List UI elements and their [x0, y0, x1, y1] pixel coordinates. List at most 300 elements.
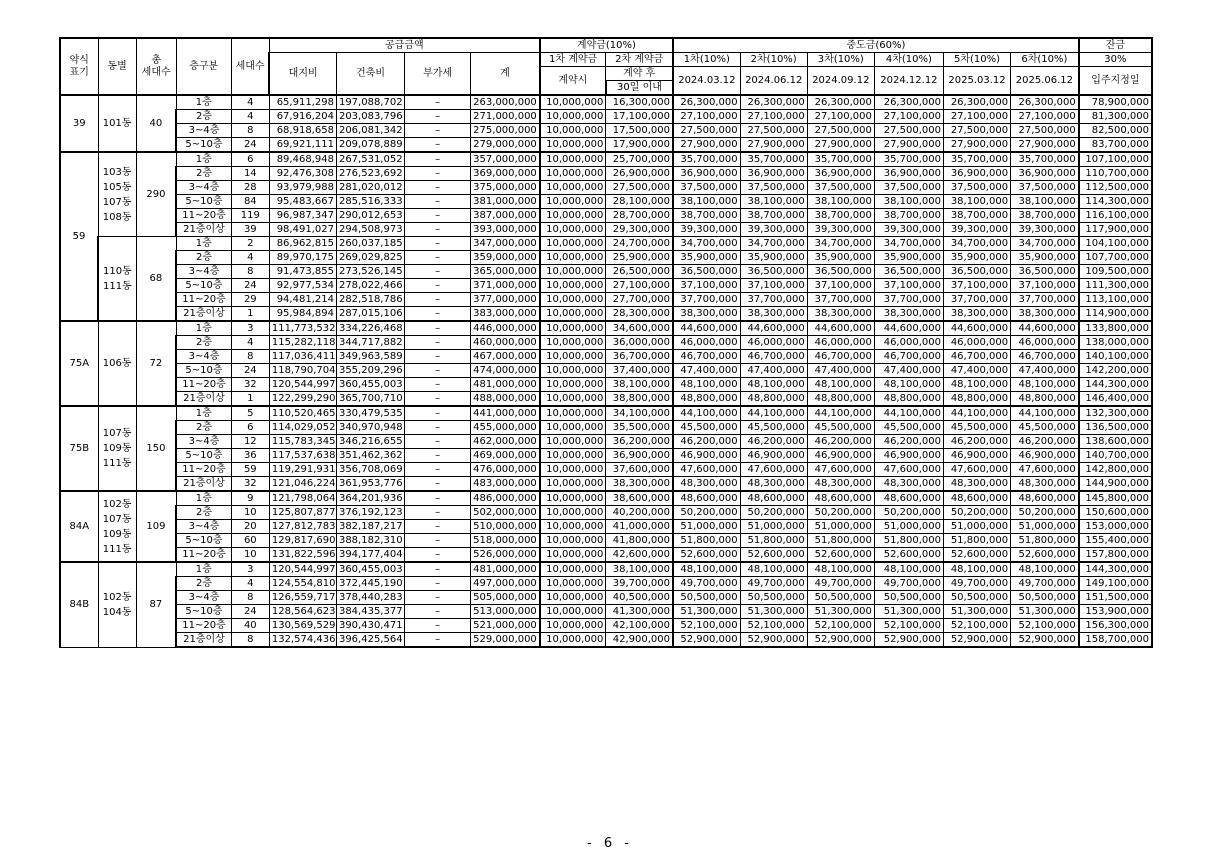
middle-payment-cell: 37,500,000 [740, 181, 807, 195]
floor-cell: 3~4층 [176, 265, 231, 279]
middle-payment-cell: 49,700,000 [943, 577, 1010, 591]
balance-cell: 138,600,000 [1079, 435, 1152, 449]
deposit2-cell: 38,100,000 [606, 562, 673, 577]
total-cell: 486,000,000 [471, 491, 540, 506]
deposit1-cell: 10,000,000 [540, 406, 606, 421]
middle-payment-cell: 26,300,000 [807, 95, 874, 110]
building-cost-cell: 285,516,333 [336, 195, 404, 209]
middle-payment-cell: 48,300,000 [1011, 477, 1079, 492]
middle-payment-cell: 37,500,000 [943, 181, 1010, 195]
middle-payment-cell: 50,500,000 [943, 591, 1010, 605]
deposit2-cell: 34,600,000 [606, 321, 673, 336]
total-cell: 279,000,000 [471, 138, 540, 153]
middle-payment-cell: 46,900,000 [874, 449, 943, 463]
land-cost-cell: 118,790,704 [269, 364, 336, 378]
total-cell: 521,000,000 [471, 619, 540, 633]
land-cost-cell: 115,282,118 [269, 336, 336, 350]
middle-payment-cell: 48,100,000 [874, 378, 943, 392]
middle-payment-cell: 46,900,000 [1011, 449, 1079, 463]
units-cell: 24 [231, 364, 269, 378]
dong-cell [98, 95, 136, 152]
balance-cell: 144,300,000 [1079, 562, 1152, 577]
middle-payment-cell: 50,500,000 [874, 591, 943, 605]
total-cell: 381,000,000 [471, 195, 540, 209]
table-row [60, 279, 1152, 293]
total-cell: 383,000,000 [471, 307, 540, 322]
units-cell: 2 [231, 237, 269, 251]
middle-payment-cell: 48,100,000 [740, 378, 807, 392]
total-units-cell: 68 [136, 237, 176, 322]
land-cost-cell: 120,544,997 [269, 378, 336, 392]
deposit2-cell: 36,700,000 [606, 350, 673, 364]
middle-payment-cell: 46,200,000 [874, 435, 943, 449]
vat-cell: – [405, 279, 471, 293]
middle-payment-cell: 52,100,000 [943, 619, 1010, 633]
middle-payment-cell: 27,900,000 [943, 138, 1010, 153]
middle-payment-cell: 35,900,000 [943, 251, 1010, 265]
middle-payment-cell: 47,400,000 [740, 364, 807, 378]
balance-pct: 30% [1079, 53, 1152, 67]
balance-cell: 142,200,000 [1079, 364, 1152, 378]
dong-label: 107동 [102, 513, 132, 525]
deposit1-cell: 10,000,000 [540, 477, 606, 492]
middle-payment-header: 중도금(60%) [673, 38, 1079, 53]
land-cost-cell: 110,520,465 [269, 406, 336, 421]
units-cell: 9 [231, 491, 269, 506]
middle-payment-cell: 46,200,000 [673, 435, 740, 449]
deposit1-cell: 10,000,000 [540, 633, 606, 648]
land-cost-cell: 92,476,308 [269, 167, 336, 181]
vat-cell: – [405, 293, 471, 307]
deposit2-cell: 17,500,000 [606, 124, 673, 138]
floor-header: 층구분 [176, 38, 231, 95]
floor-cell: 1층 [176, 321, 231, 336]
units-cell: 119 [231, 209, 269, 223]
middle-payment-cell: 37,700,000 [740, 293, 807, 307]
floor-cell: 1층 [176, 95, 231, 110]
middle-payment-cell: 51,300,000 [874, 605, 943, 619]
total-cell: 359,000,000 [471, 251, 540, 265]
dong-header: 동별 [98, 38, 136, 95]
middle-payment-cell: 47,600,000 [807, 463, 874, 477]
deposit1-cell: 10,000,000 [540, 251, 606, 265]
dong-label: 107동 [102, 428, 132, 439]
units-cell: 12 [231, 435, 269, 449]
building-cost-cell: 340,970,948 [336, 421, 404, 435]
land-cost-cell: 124,554,810 [269, 577, 336, 591]
units-cell: 24 [231, 605, 269, 619]
middle-payment-cell: 51,800,000 [807, 534, 874, 548]
middle-payment-cell: 51,000,000 [943, 520, 1010, 534]
table-row [60, 181, 1152, 195]
middle-payment-cell: 46,900,000 [673, 449, 740, 463]
units-cell: 39 [231, 223, 269, 237]
floor-cell: 11~20층 [176, 548, 231, 563]
middle-payment-cell: 48,100,000 [807, 562, 874, 577]
balance-cell: 140,100,000 [1079, 350, 1152, 364]
table-row [60, 223, 1152, 237]
total-cell: 476,000,000 [471, 463, 540, 477]
land-cost-cell: 98,491,027 [269, 223, 336, 237]
middle-payment-cell: 35,700,000 [943, 152, 1010, 167]
middle-payment-cell: 48,100,000 [740, 562, 807, 577]
building-cost-cell: 382,187,217 [336, 520, 404, 534]
deposit1-cell: 10,000,000 [540, 421, 606, 435]
floor-cell: 2층 [176, 110, 231, 124]
middle-payment-cell: 37,500,000 [673, 181, 740, 195]
vat-cell: – [405, 577, 471, 591]
vat-cell: – [405, 633, 471, 648]
deposit1-cell: 10,000,000 [540, 591, 606, 605]
middle-payment-cell: 27,500,000 [673, 124, 740, 138]
middle-payment-cell: 51,800,000 [1011, 534, 1079, 548]
middle-payment-cell: 46,000,000 [673, 336, 740, 350]
balance-cell: 142,800,000 [1079, 463, 1152, 477]
dong-label: 105동 [102, 181, 132, 193]
total-cell: 518,000,000 [471, 534, 540, 548]
table-row [60, 506, 1152, 520]
dong-label: 102동 [102, 591, 132, 603]
middle-payment-cell: 51,000,000 [740, 520, 807, 534]
balance-cell: 157,800,000 [1079, 548, 1152, 563]
floor-cell: 5~10층 [176, 195, 231, 209]
total-cell: 271,000,000 [471, 110, 540, 124]
deposit1-cell: 10,000,000 [540, 491, 606, 506]
total-cell: 455,000,000 [471, 421, 540, 435]
balance-cell: 145,800,000 [1079, 491, 1152, 506]
land-cost-cell: 117,036,411 [269, 350, 336, 364]
deposit1-cell: 10,000,000 [540, 562, 606, 577]
table-row [60, 265, 1152, 279]
middle-payment-cell: 44,600,000 [740, 321, 807, 336]
middle-payment-cell: 45,500,000 [874, 421, 943, 435]
units-header: 세대수 [231, 38, 269, 95]
middle-payment-cell: 48,800,000 [673, 392, 740, 407]
vat-cell: – [405, 520, 471, 534]
middle-payment-cell: 39,300,000 [943, 223, 1010, 237]
deposit2-cell: 25,700,000 [606, 152, 673, 167]
middle-payment-cell: 48,600,000 [807, 491, 874, 506]
middle-payment-cell: 47,400,000 [673, 364, 740, 378]
middle-payment-cell: 35,900,000 [673, 251, 740, 265]
floor-cell: 5~10층 [176, 605, 231, 619]
middle-payment-cell: 48,800,000 [1011, 392, 1079, 407]
floor-cell: 3~4층 [176, 350, 231, 364]
middle-payment-cell: 37,700,000 [673, 293, 740, 307]
middle-payment-cell: 50,200,000 [874, 506, 943, 520]
building-cost-cell: 334,226,468 [336, 321, 404, 336]
balance-cell: 81,300,000 [1079, 110, 1152, 124]
vat-cell: – [405, 321, 471, 336]
middle-payment-cell: 27,500,000 [943, 124, 1010, 138]
building-cost-cell: 351,462,362 [336, 449, 404, 463]
deposit2-cell: 38,600,000 [606, 491, 673, 506]
middle-payment-cell: 36,500,000 [874, 265, 943, 279]
middle-payment-cell: 34,700,000 [740, 237, 807, 251]
middle-payment-cell: 36,500,000 [807, 265, 874, 279]
vat-cell: – [405, 364, 471, 378]
middle-payment-cell: 35,900,000 [807, 251, 874, 265]
building-cost-cell: 330,479,535 [336, 406, 404, 421]
deposit1-cell: 10,000,000 [540, 506, 606, 520]
balance-cell: 155,400,000 [1079, 534, 1152, 548]
floor-cell: 21층이상 [176, 633, 231, 648]
table-row [60, 520, 1152, 534]
table-row [60, 491, 1152, 506]
units-cell: 14 [231, 167, 269, 181]
vat-cell: – [405, 110, 471, 124]
units-cell: 3 [231, 321, 269, 336]
vat-cell: – [405, 562, 471, 577]
balance-cell: 150,600,000 [1079, 506, 1152, 520]
deposit2-cell: 29,300,000 [606, 223, 673, 237]
vat-header: 부가세 [405, 53, 471, 96]
building-cost-cell: 355,209,296 [336, 364, 404, 378]
balance-cell: 111,300,000 [1079, 279, 1152, 293]
deposit1-cell: 10,000,000 [540, 435, 606, 449]
total-units-cell: 290 [136, 152, 176, 237]
dong-label: 108동 [102, 211, 132, 223]
middle-payment-cell: 45,500,000 [807, 421, 874, 435]
vat-cell: – [405, 449, 471, 463]
floor-cell: 2층 [176, 336, 231, 350]
total-cell: 375,000,000 [471, 181, 540, 195]
total-cell: 393,000,000 [471, 223, 540, 237]
table-row [60, 378, 1152, 392]
middle-payment-cell: 48,100,000 [943, 378, 1010, 392]
type-cell: 59 [60, 152, 98, 321]
middle-payment-cell: 27,100,000 [807, 110, 874, 124]
middle-payment-cell: 38,700,000 [1011, 209, 1079, 223]
deposit2-cell: 37,600,000 [606, 463, 673, 477]
deposit2-cell: 34,100,000 [606, 406, 673, 421]
middle-payment-cell: 27,900,000 [1011, 138, 1079, 153]
deposit2-sub2: 30일 이내 [606, 81, 673, 96]
middle-payment-cell: 46,200,000 [807, 435, 874, 449]
land-cost-cell: 131,822,596 [269, 548, 336, 563]
middle-payment-cell: 35,700,000 [673, 152, 740, 167]
middle-payment-cell: 46,000,000 [1011, 336, 1079, 350]
middle-payment-cell: 27,500,000 [807, 124, 874, 138]
middle-payment-cell: 38,300,000 [673, 307, 740, 322]
middle-payment-cell: 49,700,000 [874, 577, 943, 591]
units-cell: 36 [231, 449, 269, 463]
table-row [60, 591, 1152, 605]
deposit1-cell: 10,000,000 [540, 336, 606, 350]
table-row [60, 421, 1152, 435]
middle-payment-cell: 48,600,000 [874, 491, 943, 506]
deposit1-cell: 10,000,000 [540, 619, 606, 633]
floor-cell: 2층 [176, 251, 231, 265]
deposit1-cell: 10,000,000 [540, 520, 606, 534]
total-cell: 275,000,000 [471, 124, 540, 138]
table-row [60, 605, 1152, 619]
middle-payment-cell: 46,900,000 [740, 449, 807, 463]
land-cost-cell: 65,911,298 [269, 95, 336, 110]
deposit2-cell: 41,000,000 [606, 520, 673, 534]
balance-cell: 110,700,000 [1079, 167, 1152, 181]
middle-payment-cell: 37,100,000 [943, 279, 1010, 293]
table-row [60, 95, 1152, 110]
middle-payment-cell: 51,000,000 [1011, 520, 1079, 534]
units-cell: 3 [231, 562, 269, 577]
floor-cell: 1층 [176, 152, 231, 167]
middle-payment-cell: 27,900,000 [740, 138, 807, 153]
dong-label: 111동 [102, 458, 132, 469]
deposit2-cell: 25,900,000 [606, 251, 673, 265]
middle-payment-cell: 37,700,000 [1011, 293, 1079, 307]
land-cost-cell: 68,918,658 [269, 124, 336, 138]
land-cost-cell: 119,291,931 [269, 463, 336, 477]
building-cost-cell: 394,177,404 [336, 548, 404, 563]
middle-payment-cell: 52,900,000 [943, 633, 1010, 648]
units-cell: 1 [231, 307, 269, 322]
deposit2-cell: 40,500,000 [606, 591, 673, 605]
deposit2-cell: 35,500,000 [606, 421, 673, 435]
dong-cell [98, 237, 136, 322]
deposit2-cell: 36,000,000 [606, 336, 673, 350]
type-cell: 84B [60, 562, 98, 647]
middle-payment-cell: 27,500,000 [874, 124, 943, 138]
floor-cell: 1층 [176, 406, 231, 421]
floor-cell: 2층 [176, 421, 231, 435]
middle-payment-cell: 38,700,000 [874, 209, 943, 223]
middle-payment-cell: 46,000,000 [874, 336, 943, 350]
total-cell: 497,000,000 [471, 577, 540, 591]
table-row [60, 195, 1152, 209]
deposit1-cell: 10,000,000 [540, 364, 606, 378]
middle-payment-cell: 36,500,000 [673, 265, 740, 279]
building-cost-cell: 278,022,466 [336, 279, 404, 293]
middle-payment-cell: 52,100,000 [673, 619, 740, 633]
total-header: 계 [471, 53, 540, 96]
total-units-cell: 87 [136, 562, 176, 647]
middle-payment-cell: 38,100,000 [740, 195, 807, 209]
middle-payment-cell: 52,600,000 [807, 548, 874, 563]
deposit1-sub: 계약시 [540, 67, 606, 96]
deposit1-cell: 10,000,000 [540, 605, 606, 619]
middle-payment-cell: 39,300,000 [807, 223, 874, 237]
middle-payment-cell: 38,300,000 [943, 307, 1010, 322]
dong-cell [98, 491, 136, 562]
middle-payment-cell: 47,400,000 [1011, 364, 1079, 378]
middle-payment-cell: 50,500,000 [673, 591, 740, 605]
middle-payment-cell: 48,800,000 [874, 392, 943, 407]
middle-payment-cell: 35,900,000 [740, 251, 807, 265]
deposit1-cell: 10,000,000 [540, 378, 606, 392]
table-row [60, 124, 1152, 138]
deposit2-cell: 41,800,000 [606, 534, 673, 548]
middle-payment-cell: 38,700,000 [943, 209, 1010, 223]
floor-cell: 11~20층 [176, 463, 231, 477]
total-cell: 446,000,000 [471, 321, 540, 336]
total-cell: 510,000,000 [471, 520, 540, 534]
units-cell: 4 [231, 577, 269, 591]
floor-cell: 21층이상 [176, 392, 231, 407]
middle-payment-cell: 44,600,000 [1011, 321, 1079, 336]
middle-payment-cell: 38,100,000 [874, 195, 943, 209]
building-cost-cell: 294,508,973 [336, 223, 404, 237]
middle-payment-cell: 48,100,000 [807, 378, 874, 392]
dong-label: 102동 [102, 498, 132, 510]
deposit2-sub1: 계약 후 [606, 67, 673, 81]
deposit1-cell: 10,000,000 [540, 181, 606, 195]
table-row [60, 167, 1152, 181]
deposit1-cell: 10,000,000 [540, 307, 606, 322]
land-cost-cell: 114,029,052 [269, 421, 336, 435]
table-row [60, 577, 1152, 591]
floor-cell: 2층 [176, 577, 231, 591]
middle-payment-cell: 39,300,000 [673, 223, 740, 237]
middle-payment-cell: 44,600,000 [807, 321, 874, 336]
units-cell: 1 [231, 392, 269, 407]
middle-payment-cell: 46,900,000 [807, 449, 874, 463]
middle-payment-cell: 27,100,000 [943, 110, 1010, 124]
building-cost-cell: 267,531,052 [336, 152, 404, 167]
deposit2-cell: 17,100,000 [606, 110, 673, 124]
middle-payment-cell: 38,700,000 [807, 209, 874, 223]
dong-cell [98, 562, 136, 647]
deposit2-cell: 27,500,000 [606, 181, 673, 195]
deposit2-cell: 37,400,000 [606, 364, 673, 378]
middle-payment-cell: 51,300,000 [673, 605, 740, 619]
vat-cell: – [405, 265, 471, 279]
building-cost-cell: 349,963,589 [336, 350, 404, 364]
total-units-cell: 40 [136, 95, 176, 152]
middle-payment-cell: 48,300,000 [874, 477, 943, 492]
total-cell: 502,000,000 [471, 506, 540, 520]
table-row [60, 619, 1152, 633]
deposit2-cell: 24,700,000 [606, 237, 673, 251]
building-cost-cell: 282,518,786 [336, 293, 404, 307]
deposit1-cell: 10,000,000 [540, 237, 606, 251]
units-cell: 24 [231, 279, 269, 293]
table-row [60, 463, 1152, 477]
land-cost-cell: 129,817,690 [269, 534, 336, 548]
deposit2-cell: 41,300,000 [606, 605, 673, 619]
floor-cell: 21층이상 [176, 307, 231, 322]
total-cell: 481,000,000 [471, 562, 540, 577]
deposit1-cell: 10,000,000 [540, 110, 606, 124]
balance-cell: 153,000,000 [1079, 520, 1152, 534]
deposit2-cell: 28,100,000 [606, 195, 673, 209]
dong-label: 104동 [102, 606, 132, 618]
middle-payment-cell: 26,300,000 [1011, 95, 1079, 110]
balance-cell: 144,900,000 [1079, 477, 1152, 492]
units-cell: 6 [231, 421, 269, 435]
middle-5-label: 5차(10%) [943, 53, 1010, 67]
vat-cell: – [405, 209, 471, 223]
units-cell: 32 [231, 378, 269, 392]
building-cost-cell: 209,078,889 [336, 138, 404, 153]
table-row [60, 152, 1152, 167]
middle-payment-cell: 52,100,000 [807, 619, 874, 633]
units-cell: 4 [231, 110, 269, 124]
vat-cell: – [405, 534, 471, 548]
units-cell: 8 [231, 633, 269, 648]
units-cell: 59 [231, 463, 269, 477]
deposit2-cell: 26,500,000 [606, 265, 673, 279]
middle-payment-cell: 34,700,000 [673, 237, 740, 251]
building-cost-cell: 384,435,377 [336, 605, 404, 619]
middle-payment-cell: 38,300,000 [1011, 307, 1079, 322]
land-cost-cell: 128,564,623 [269, 605, 336, 619]
total-cell: 481,000,000 [471, 378, 540, 392]
building-cost-cell: 388,182,310 [336, 534, 404, 548]
units-cell: 6 [231, 152, 269, 167]
units-cell: 8 [231, 591, 269, 605]
deposit2-cell: 42,100,000 [606, 619, 673, 633]
